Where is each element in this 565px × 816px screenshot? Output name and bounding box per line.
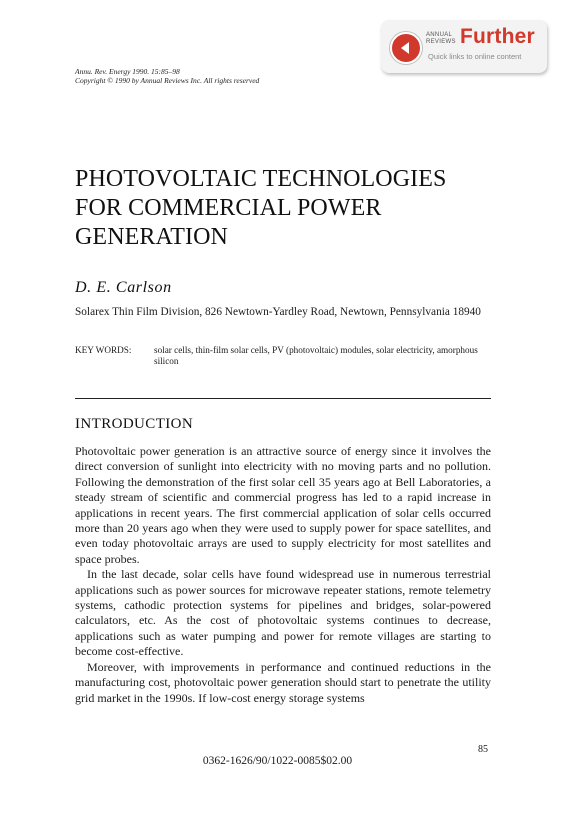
page-number: 85 [478,744,488,755]
further-badge[interactable] [381,20,547,73]
title-line-3: GENERATION [75,224,228,250]
body-text [75,444,491,706]
further-word: Further [460,25,535,48]
paragraph-3: Moreover, with improvements in performance and continued reductions in the manufacturing cost, photovoltaic power generation should start to penetrate the utility grid market in the 1990s. If low-cost energy storage systems [75,659,491,705]
article-title [75,165,505,252]
keywords-text: solar cells, thin-film solar cells, PV (photovoltaic) modules, solar electricity, amorphous silicon [154,345,478,366]
keywords-label: KEY WORDS: [75,345,132,355]
author-affiliation: Solarex Thin Film Division, 826 Newtown-Yardley Road, Newtown, Pennsylvania 18940 [75,306,481,318]
badge-tagline: Quick links to online content [428,52,522,61]
paragraph-1: Photovoltaic power generation is an attractive source of energy since it involves the direct conversion of sunlight into electricity with no moving parts and no pollution. Following the demonstration of the first solar cell 35 years ago at Bell Laboratories, a steady stream of scientific and commercial progress has led to a rapid increase in applications in recent years. The first commercial application of solar cells occurred more than 20 years ago when they were used to supply power for space satellites, and even today photovoltaic arrays are used to supply electricity for most satellites and space probes. [75,444,491,566]
author-name: D. E. Carlson [75,279,172,296]
title-line-2: FOR COMMERCIAL POWER [75,195,382,221]
title-line-1: PHOTOVOLTAIC TECHNOLOGIES [75,166,447,192]
annual-reviews-wordmark [426,32,456,46]
arrow-left-icon [390,32,422,64]
section-heading: INTRODUCTION [75,416,194,432]
section-divider [75,398,491,399]
annual-word: ANNUAL [426,32,453,38]
journal-citation [75,67,259,85]
citation-line-1: Annu. Rev. Energy 1990. 15:85–98 [75,67,180,76]
footer-code-text: 0362-1626/90/1022-0085$02.00 [202,755,353,767]
footer-code [0,755,565,767]
reviews-word: REVIEWS [426,39,456,45]
citation-line-2: Copyright © 1990 by Annual Reviews Inc. All rights reserved [75,76,260,85]
paragraph-2: In the last decade, solar cells have found widespread use in numerous terrestrial applications such as power sources for microwave repeater stations, remote telemetry systems, cathodic protection systems for pipelines and bridges, solar-powered calculators, etc. As the cost of photovoltaic systems continues to decrease, applications such as water pumping and power for remote villages are starting to become cost-effective. [75,567,491,659]
